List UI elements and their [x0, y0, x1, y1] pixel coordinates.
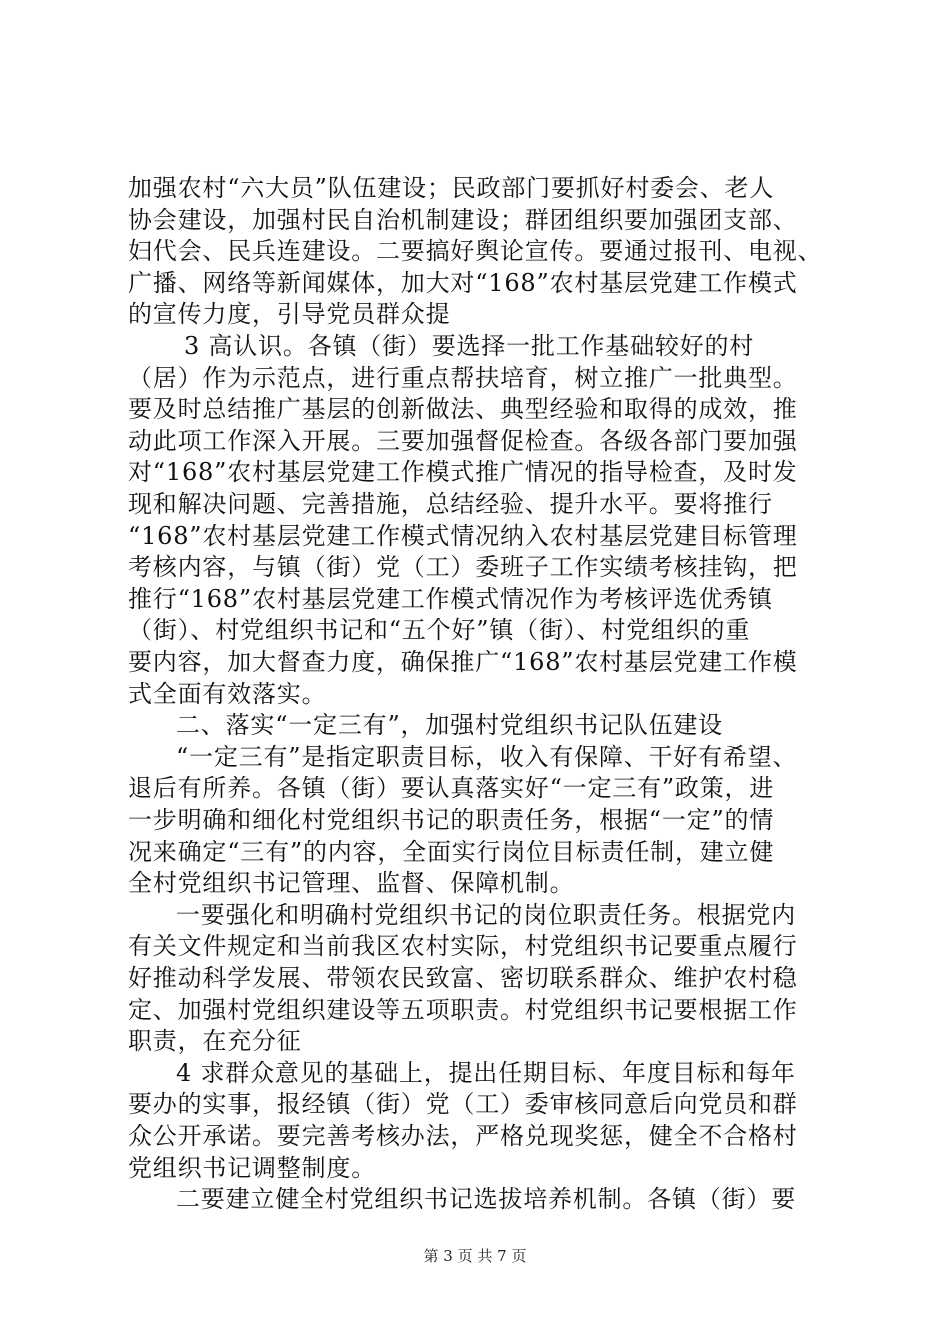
text-line: 党组织书记调整制度。 — [128, 1153, 376, 1182]
text-line: 有关文件规定和当前我区农村实际，村党组织书记要重点履行 — [128, 932, 798, 961]
text-line: 全村党组织书记管理、监督、保障机制。 — [128, 869, 575, 898]
text-line: （街）、村党组织书记和“五个好”镇（街）、村党组织的重 — [128, 616, 751, 645]
text-line: 妇代会、民兵连建设。二要搞好舆论宣传。要通过报刊、电视、 — [128, 237, 823, 266]
section-heading: 二、落实“一定三有”，加强村党组织书记队伍建设 — [176, 711, 723, 740]
text-line: 4 求群众意见的基础上，提出任期目标、年度目标和每年 — [176, 1058, 796, 1087]
text-line: 对“168”农村基层党建工作模式推广情况的指导检查，及时发 — [128, 458, 798, 487]
text-line: 考核内容，与镇（街）党（工）委班子工作实绩考核挂钩，把 — [128, 553, 798, 582]
page-number-footer: 第 3 页 共 7 页 — [423, 1247, 527, 1265]
text-line: 一步明确和细化村党组织书记的职责任务，根据“一定”的情 — [128, 806, 775, 834]
text-line: 要内容，加大督查力度，确保推广“168”农村基层党建工作模 — [128, 648, 798, 676]
text-line: 动此项工作深入开展。三要加强督促检查。各级各部门要加强 — [128, 426, 798, 455]
text-line: “一定三有”是指定职责目标，收入有保障、干好有希望、 — [176, 742, 798, 771]
text-line: 二要建立健全村党组织书记选拔培养机制。各镇（街）要 — [176, 1185, 796, 1214]
text-line: 好推动科学发展、带领农民致富、密切联系群众、维护农村稳 — [128, 964, 798, 992]
text-line: 众公开承诺。要完善考核办法，严格兑现奖惩，健全不合格村 — [128, 1122, 798, 1150]
text-line: 现和解决问题、完善措施，总结经验、提升水平。要将推行 — [128, 490, 773, 518]
text-line: 要办的实事，报经镇（街）党（工）委审核同意后向党员和群 — [128, 1090, 798, 1119]
text-line: 3 高认识。各镇（街）要选择一批工作基础较好的村 — [184, 332, 755, 360]
text-line: 加强农村“六大员”队伍建设；民政部门要抓好村委会、老人 — [128, 174, 775, 202]
text-line: 的宣传力度，引导党员群众提 — [128, 300, 451, 329]
text-line: 式全面有效落实。 — [128, 679, 327, 708]
text-line: 况来确定“三有”的内容，全面实行岗位目标责任制，建立健 — [128, 837, 775, 866]
text-line: 一要强化和明确村党组织书记的岗位职责任务。根据党内 — [176, 900, 796, 929]
text-line: “168”农村基层党建工作模式情况纳入农村基层党建目标管理 — [128, 521, 798, 550]
text-line: 推行“168”农村基层党建工作模式情况作为考核评选优秀镇 — [128, 584, 773, 613]
text-line: 退后有所养。各镇（街）要认真落实好“一定三有”政策，进 — [128, 774, 775, 803]
text-line: 协会建设，加强村民自治机制建设；群团组织要加强团支部、 — [128, 205, 798, 234]
text-line: 职责，在充分征 — [128, 1027, 302, 1056]
text-line: 广播、网络等新闻媒体，加大对“168”农村基层党建工作模式 — [128, 268, 798, 297]
text-line: 要及时总结推广基层的创新做法、典型经验和取得的成效，推 — [128, 395, 798, 424]
text-line: 定、加强村党组织建设等五项职责。村党组织书记要根据工作 — [128, 995, 798, 1024]
text-line: （居）作为示范点，进行重点帮扶培育，树立推广一批典型。 — [128, 363, 798, 392]
